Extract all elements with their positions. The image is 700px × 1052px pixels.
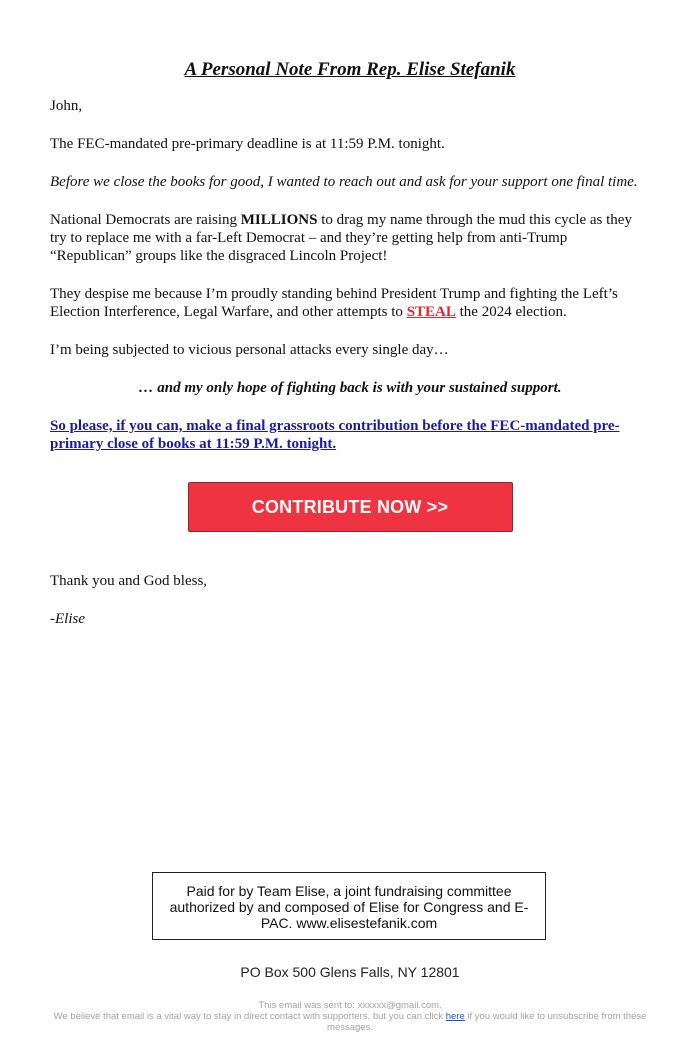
paid-for-disclaimer: Paid for by Team Elise, a joint fundraising committee authorized by and composed of Elise for Congress and E-PAC. www.elisestefanik.com (152, 872, 546, 940)
email-body (50, 0, 650, 628)
unsubscribe-link[interactable]: here (445, 1011, 465, 1022)
unsubscribe-notice (40, 1011, 660, 1033)
closing-line: Thank you and God bless, (50, 573, 208, 589)
trump-paragraph (50, 285, 650, 321)
email-footer (40, 1000, 660, 1033)
contribute-now-button[interactable]: CONTRIBUTE NOW >> (188, 482, 513, 532)
support-paragraph: Before we close the books for good, I wanted to reach out and ask for your support one final time. (50, 174, 638, 190)
trump-text-after: the 2024 election. (455, 304, 567, 320)
hope-paragraph: … and my only hope of fighting back is with your sustained support. (138, 380, 562, 396)
millions-emphasis: MILLIONS (240, 212, 318, 228)
steal-emphasis: STEAL (406, 304, 456, 320)
greeting: John, (50, 98, 83, 114)
page-title: A Personal Note From Rep. Elise Stefanik (184, 59, 516, 80)
democrats-text-after: to drag my name through the mud this cycle as they try to replace me with a far-Left Democrat – and they’re getting help from anti-Trump “Republican” groups like the disgraced Lincoln Project! (50, 212, 632, 264)
trump-text-before: They despise me because I’m proudly standing behind President Trump and fighting the Left’s Election Interference, Legal Warfare, and other attempts to (50, 286, 618, 320)
signature: -Elise (50, 611, 85, 627)
deadline-paragraph: The FEC-mandated pre-primary deadline is at 11:59 P.M. tonight. (50, 136, 445, 152)
attacks-paragraph: I’m being subjected to vicious personal attacks every single day… (50, 342, 449, 358)
democrats-text-before: National Democrats are raising (50, 212, 241, 228)
cta-container (50, 482, 650, 532)
contribute-paragraph (50, 417, 650, 453)
sent-to-notice: This email was sent to: xxxxxx@gmail.com. (258, 1000, 442, 1011)
unsubscribe-text-before: We believe that email is a vital way to stay in direct contact with supporters, but you can click (53, 1011, 446, 1022)
contribute-link[interactable]: So please, if you can, make a final grassroots contribution before the FEC-mandated pre-primary close of books at 11:59 P.M. tonight. (50, 418, 620, 452)
democrats-paragraph (50, 211, 650, 265)
mailing-address: PO Box 500 Glens Falls, NY 12801 (240, 964, 460, 980)
unsubscribe-text-after: if you would like to unsubscribe from these messages. (327, 1011, 647, 1033)
